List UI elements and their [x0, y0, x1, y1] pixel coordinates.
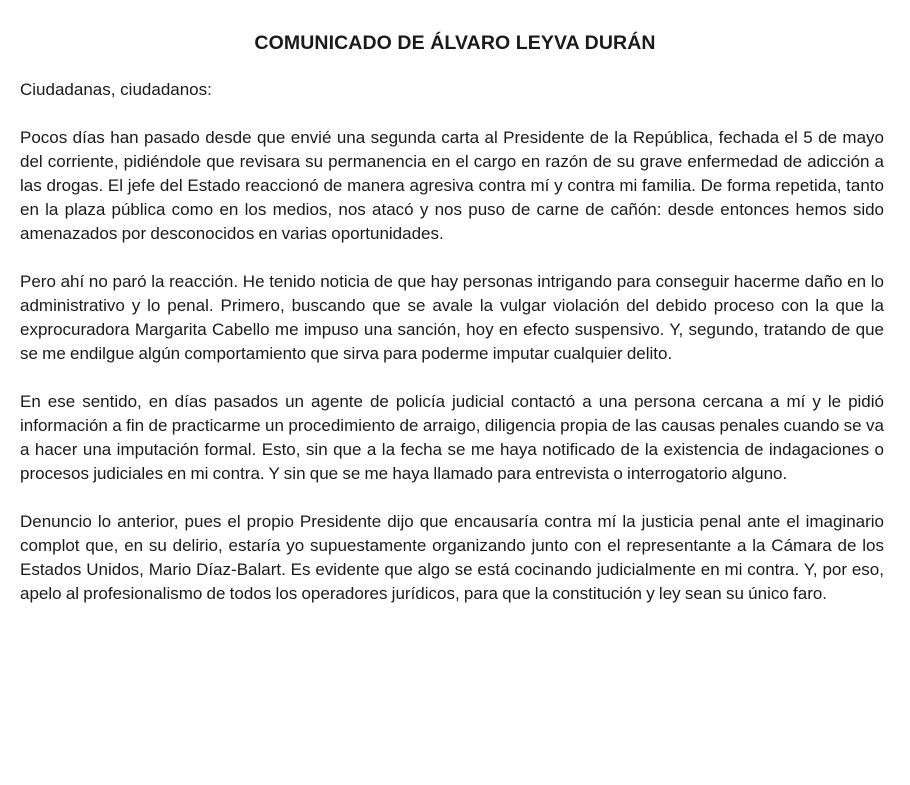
paragraph-2: Pero ahí no paró la reacción. He tenido noticia de que hay personas intrigando para conseguir hacerme daño en lo administrativo y lo penal. Primero, buscando que se avale la vulgar violación del debido proceso con la que la exprocuradora Margarita Cabello me impuso una sanción, hoy en efecto suspensivo. Y, segundo, tratando de que se me endilgue algún comportamiento que sirva para poderme imputar cualquier delito. [20, 272, 884, 363]
paragraph-4: Denuncio lo anterior, pues el propio Presidente dijo que encausaría contra mí la justicia penal ante el imaginario complot que, en su delirio, estaría yo supuestamente organizando junto con el representante a la Cámara de los Estados Unidos, Mario Díaz-Balart. Es evidente que algo se está cocinando judicialmente en mi contra. Y, por eso, apelo al profesionalismo de todos los operadores jurídicos, para que la constitución y ley sean su único faro. [20, 512, 884, 603]
paragraph-1: Pocos días han pasado desde que envié una segunda carta al Presidente de la República, fechada el 5 de mayo del corriente, pidiéndole que revisara su permanencia en el cargo en razón de su grave enfermedad de adicción a las drogas. El jefe del Estado reaccionó de manera agresiva contra mí y contra mi familia. De forma repetida, tanto en la plaza pública como en los medios, nos atacó y nos puso de carne de cañón: desde entonces hemos sido amenazados por desconocidos en varias oportunidades. [20, 128, 884, 243]
document-title: COMUNICADO DE ÁLVARO LEYVA DURÁN [254, 32, 656, 54]
salutation: Ciudadanas, ciudadanos: [20, 80, 212, 99]
paragraph-3: En ese sentido, en días pasados un agente de policía judicial contactó a una persona cercana a mí y le pidió información a fin de practicarme un procedimiento de arraigo, diligencia propia de las causas penales cuando se va a hacer una imputación formal. Esto, sin que a la fecha se me haya notificado de la existencia de indagaciones o procesos judiciales en mi contra. Y sin que se me haya llamado para entrevista o interrogatorio alguno. [20, 392, 884, 483]
